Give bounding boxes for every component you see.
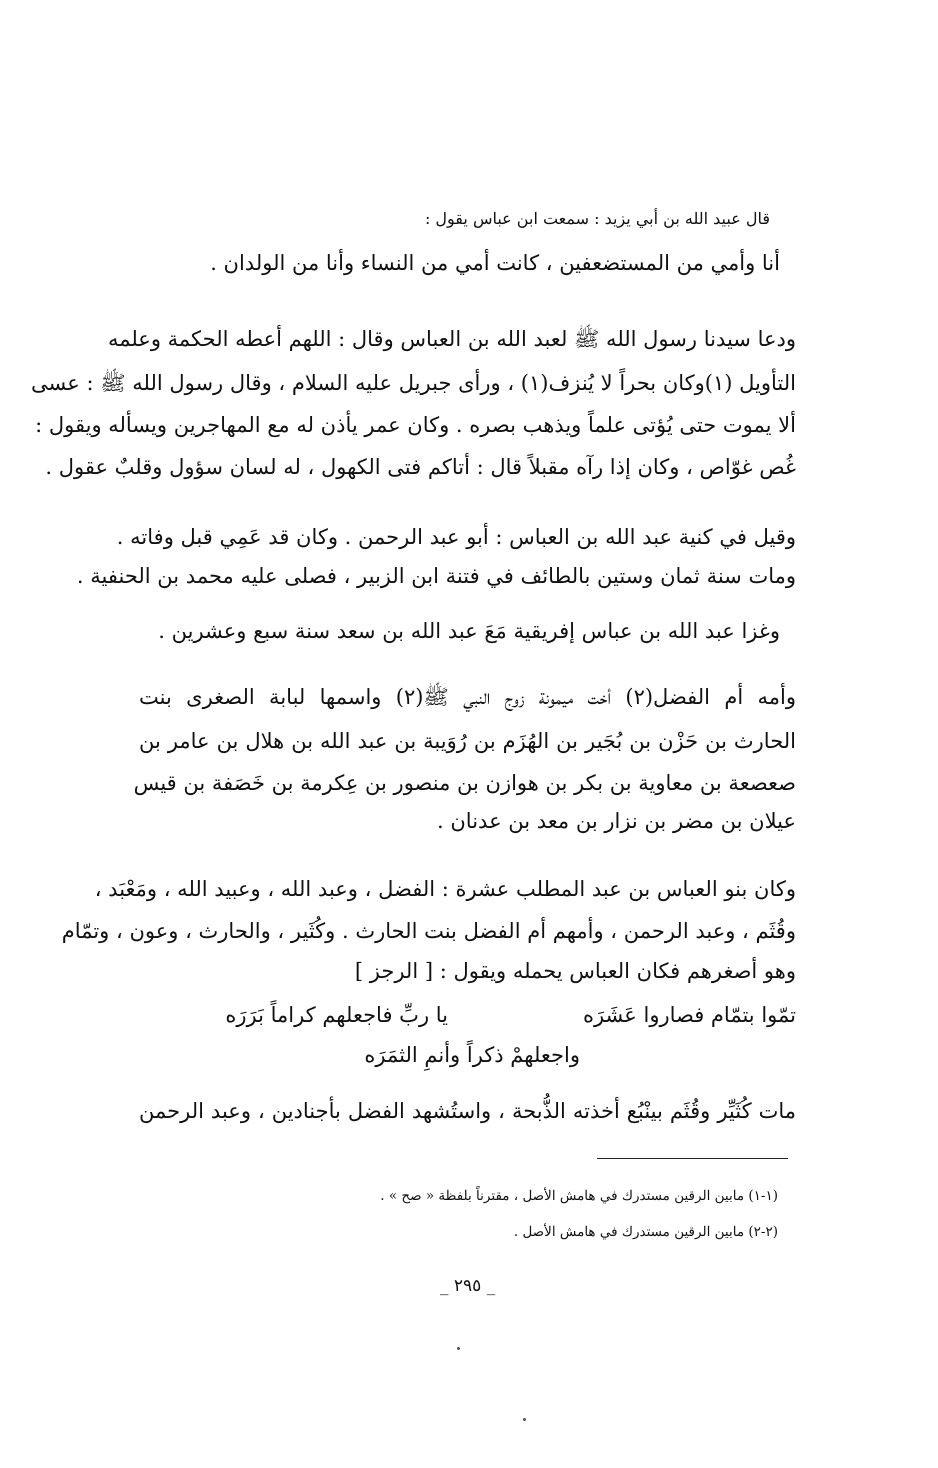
quote-text: أنا وأمي من المستضعفين ، كانت أمي من النساء وأنا من الولدان . xyxy=(210,251,780,275)
paragraph-line: ألا يموت حتى يُؤتى علماً ويذهب بصره . وكان عمر يأذن له مع المهاجرين ويسأله ويقول : xyxy=(35,413,796,437)
quote-intro: قال عبيد الله بن أبي يزيد : سمعت ابن عباس يقول : xyxy=(424,209,770,228)
paragraph-line: مات كُثَيِّر وقُثَم بينْبُع أخذته الذُّبحة ، واستُشهد الفضل بأجنادين ، وعبد الرحمن xyxy=(139,1099,796,1123)
verse-hemistich-right: تمّوا بتمّام فصاروا عَشَرَه xyxy=(582,1003,796,1027)
paragraph-line: ومات سنة ثمان وستين بالطائف في فتنة ابن الزبير ، فصلى عليه محمد بن الحنفية . xyxy=(76,564,796,588)
paragraph-line: صعصعة بن معاوية بن بكر بن هوازن بن منصور بن عِكرمة بن خَصَفة بن قيس xyxy=(133,771,796,795)
verse-line-2: واجعلهمْ ذكراً وأنمِ الثمَرَه xyxy=(364,1043,580,1067)
paragraph-line: الحارث بن حَزْن بن بُجَير بن الهُزَم بن رُوَيبة بن عبد الله بن هلال بن عامر بن xyxy=(139,729,796,753)
footnote: (٢-٢) مابين الرقين مستدرك في هامش الأصل . xyxy=(513,1224,778,1240)
paragraph-line: ودعا سيدنا رسول الله ﷺ لعبد الله بن العباس وقال : اللهم أعطه الحكمة وعلمه xyxy=(107,327,796,351)
paragraph-line: وقُثَم ، وعبد الرحمن ، وأمهم أم الفضل بنت الحارث . وكُثَير ، والحارث ، وعون ، وتمّام xyxy=(61,919,796,943)
footnote: (١-١) مابين الرقين مستدرك في هامش الأصل ، مقترناً بلفظة « صح » . xyxy=(380,1188,778,1204)
paragraph-line: وأمه أم الفضل(٢) أخت ميمونة زوج النبي ﷺ(٢) واسمها لبابة الصغرى بنت xyxy=(139,685,796,709)
paragraph-line: غُص غوّاص ، وكان إذا رآه مقبلاً قال : أتاكم فتى الكهول ، له لسان سؤول وقلبٌ عقول . xyxy=(45,455,796,479)
paragraph-line: وغزا عبد الله بن عباس إفريقية مَعَ عبد الله بن سعد سنة سبع وعشرين . xyxy=(158,619,780,643)
page-number: _ ٢٩٥ _ xyxy=(440,1276,496,1296)
scan-speck xyxy=(457,1347,460,1350)
paragraph-line: وهو أصغرهم فكان العباس يحمله ويقول : [ الرجز ] xyxy=(354,959,796,983)
scan-speck xyxy=(523,1418,526,1421)
paragraph-line: وكان بنو العباس بن عبد المطلب عشرة : الفضل ، وعبد الله ، وعبيد الله ، ومَعْبَد ، xyxy=(94,877,796,901)
paragraph-line: عيلان بن مضر بن نزار بن معد بن عدنان . xyxy=(437,809,796,833)
paragraph-line: التأويل (١)وكان بحراً لا يُنزف(١) ، ورأى جبريل عليه السلام ، وقال رسول الله ﷺ : عسى xyxy=(31,371,796,395)
footnote-separator xyxy=(597,1158,788,1159)
paragraph-line: وقيل في كنية عبد الله بن العباس : أبو عبد الرحمن . وكان قد عَمِي قبل وفاته . xyxy=(116,525,796,549)
verse-hemistich-left: يا ربِّ فاجعلهم كراماً بَرَرَه xyxy=(225,1003,448,1027)
